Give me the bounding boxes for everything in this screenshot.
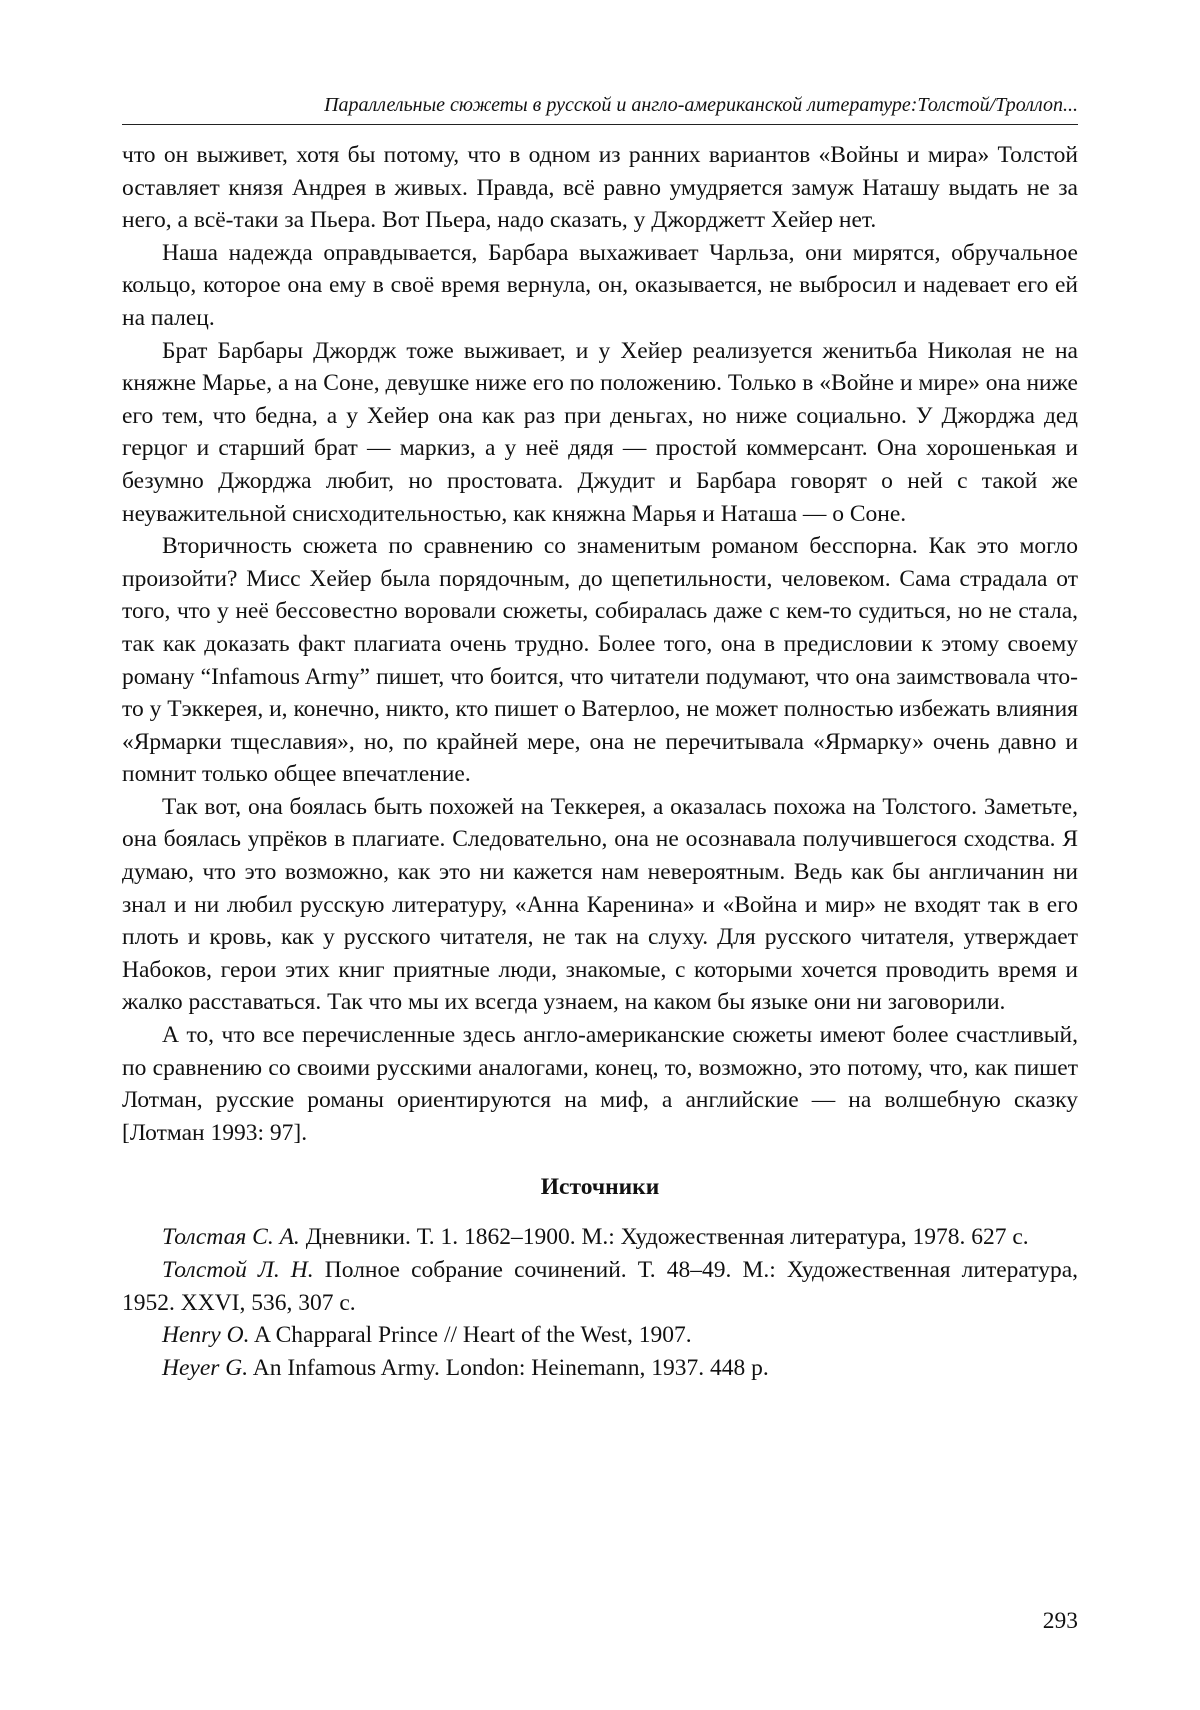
- source-item: [122, 1319, 1078, 1352]
- paragraph-continued: что он выживет, хотя бы потому, что в одном из ранних вариантов «Войны и мира» Толстой оставляет князя Андрея в живых. Правда, всё равно умудряется замуж Наташу выдать не за него, а всё-таки за Пьера. Вот Пьера, надо сказать, у Джорджетт Хейер нет.: [122, 142, 1078, 234]
- source-author: Henry O.: [162, 1322, 250, 1349]
- paragraph: Брат Барбары Джордж тоже выживает, и у Хейер реализуется женитьба Николая не на княжне Марье, а на Соне, девушке ниже его по положению. Только в «Войне и мире» она ниже его тем, что бедна, а у Хейер она как раз при деньгах, но ниже социально. У Джорджа дед герцог и старший брат — маркиз, а у неё дядя — простой коммерсант. Она хорошенькая и безумно Джорджа любит, но простовата. Джудит и Барбара говорят о ней с такой же неуважительной снисходительностью, как княжна Марья и Наташа — о Соне.: [122, 337, 1078, 527]
- page: [122, 92, 1078, 1384]
- source-author: Толстой Л. Н.: [162, 1257, 314, 1283]
- page-number: 293: [1042, 1608, 1078, 1634]
- source-text: Полное собрание сочинений. Т. 48–49. М.: Художественная литература, 1952. XXVI, 536, 307 с.: [122, 1257, 1079, 1316]
- paragraph: Так вот, она боялась быть похожей на Теккерея, а оказалась похожа на Толстого. Заметьте, она боялась упрёков в плагиате. Следовательно, она не осознавала получившегося сходства. Я думаю, что это возможно, как это ни кажется нам невероятным. Ведь как бы англичанин ни знал и ни любил русскую литературу, «Анна Каренина» и «Война и мир» не входят так в его плоть и кровь, как у русского читателя, не так на слуху. Для русского читателя, утверждает Набоков, герои этих книг приятные люди, знакомые, с которыми хочется проводить время и жалко расставаться. Так что мы их всегда узнаем, на каком бы языке они ни заговорили.: [122, 793, 1078, 1016]
- paragraph: А то, что все перечисленные здесь англо-американские сюжеты имеют более счастливый, по сравнению со своими русскими аналогами, конец, то, возможно, это потому, что, как пишет Лотман, русские романы ориентируются на миф, а английские — на волшебную сказку [Лотман 1993: 97].: [122, 1022, 1078, 1146]
- source-text: A Chapparal Prince // Heart of the West, 1907.: [254, 1322, 692, 1349]
- sources-list: [122, 1221, 1078, 1384]
- source-text: Дневники. Т. 1. 1862–1900. М.: Художественная литература, 1978. 627 с.: [305, 1224, 1029, 1251]
- sources-heading: Источники: [540, 1174, 660, 1201]
- source-author: Толстая С. А.: [162, 1224, 300, 1251]
- source-item: [122, 1221, 1078, 1254]
- source-text: An Infamous Army. London: Heinemann, 1937. 448 p.: [252, 1354, 769, 1381]
- source-item: [122, 1254, 1078, 1319]
- source-author: Heyer G.: [162, 1354, 249, 1381]
- running-title: Параллельные сюжеты в русской и англо-американской литературе:Толстой/Троллоп...: [122, 92, 1078, 125]
- paragraph: Наша надежда оправдывается, Барбара выхаживает Чарльза, они мирятся, обручальное кольцо, которое она ему в своё время вернула, он, оказывается, не выбросил и надевает его ей на палец.: [122, 239, 1078, 331]
- source-item: [122, 1352, 1078, 1385]
- paragraph: Вторичность сюжета по сравнению со знаменитым романом бесспорна. Как это могло произойти? Мисс Хейер была порядочным, до щепетильности, человеком. Сама страдала от того, что у неё бессовестно воровали сюжеты, собиралась даже с кем-то судиться, но не стала, так как доказать факт плагиата очень трудно. Более того, она в предисловии к этому своему роману “Infamous Army” пишет, что боится, что читатели подумают, что она заимствовала что-то у Тэккерея, и, конечно, никто, кто пишет о Ватерлоо, не может полностью избежать влияния «Ярмарки тщеславия», но, по крайней мере, она не перечитывала «Ярмарку» очень давно и помнит только общее впечатление.: [122, 533, 1078, 788]
- body-text: [122, 139, 1078, 1149]
